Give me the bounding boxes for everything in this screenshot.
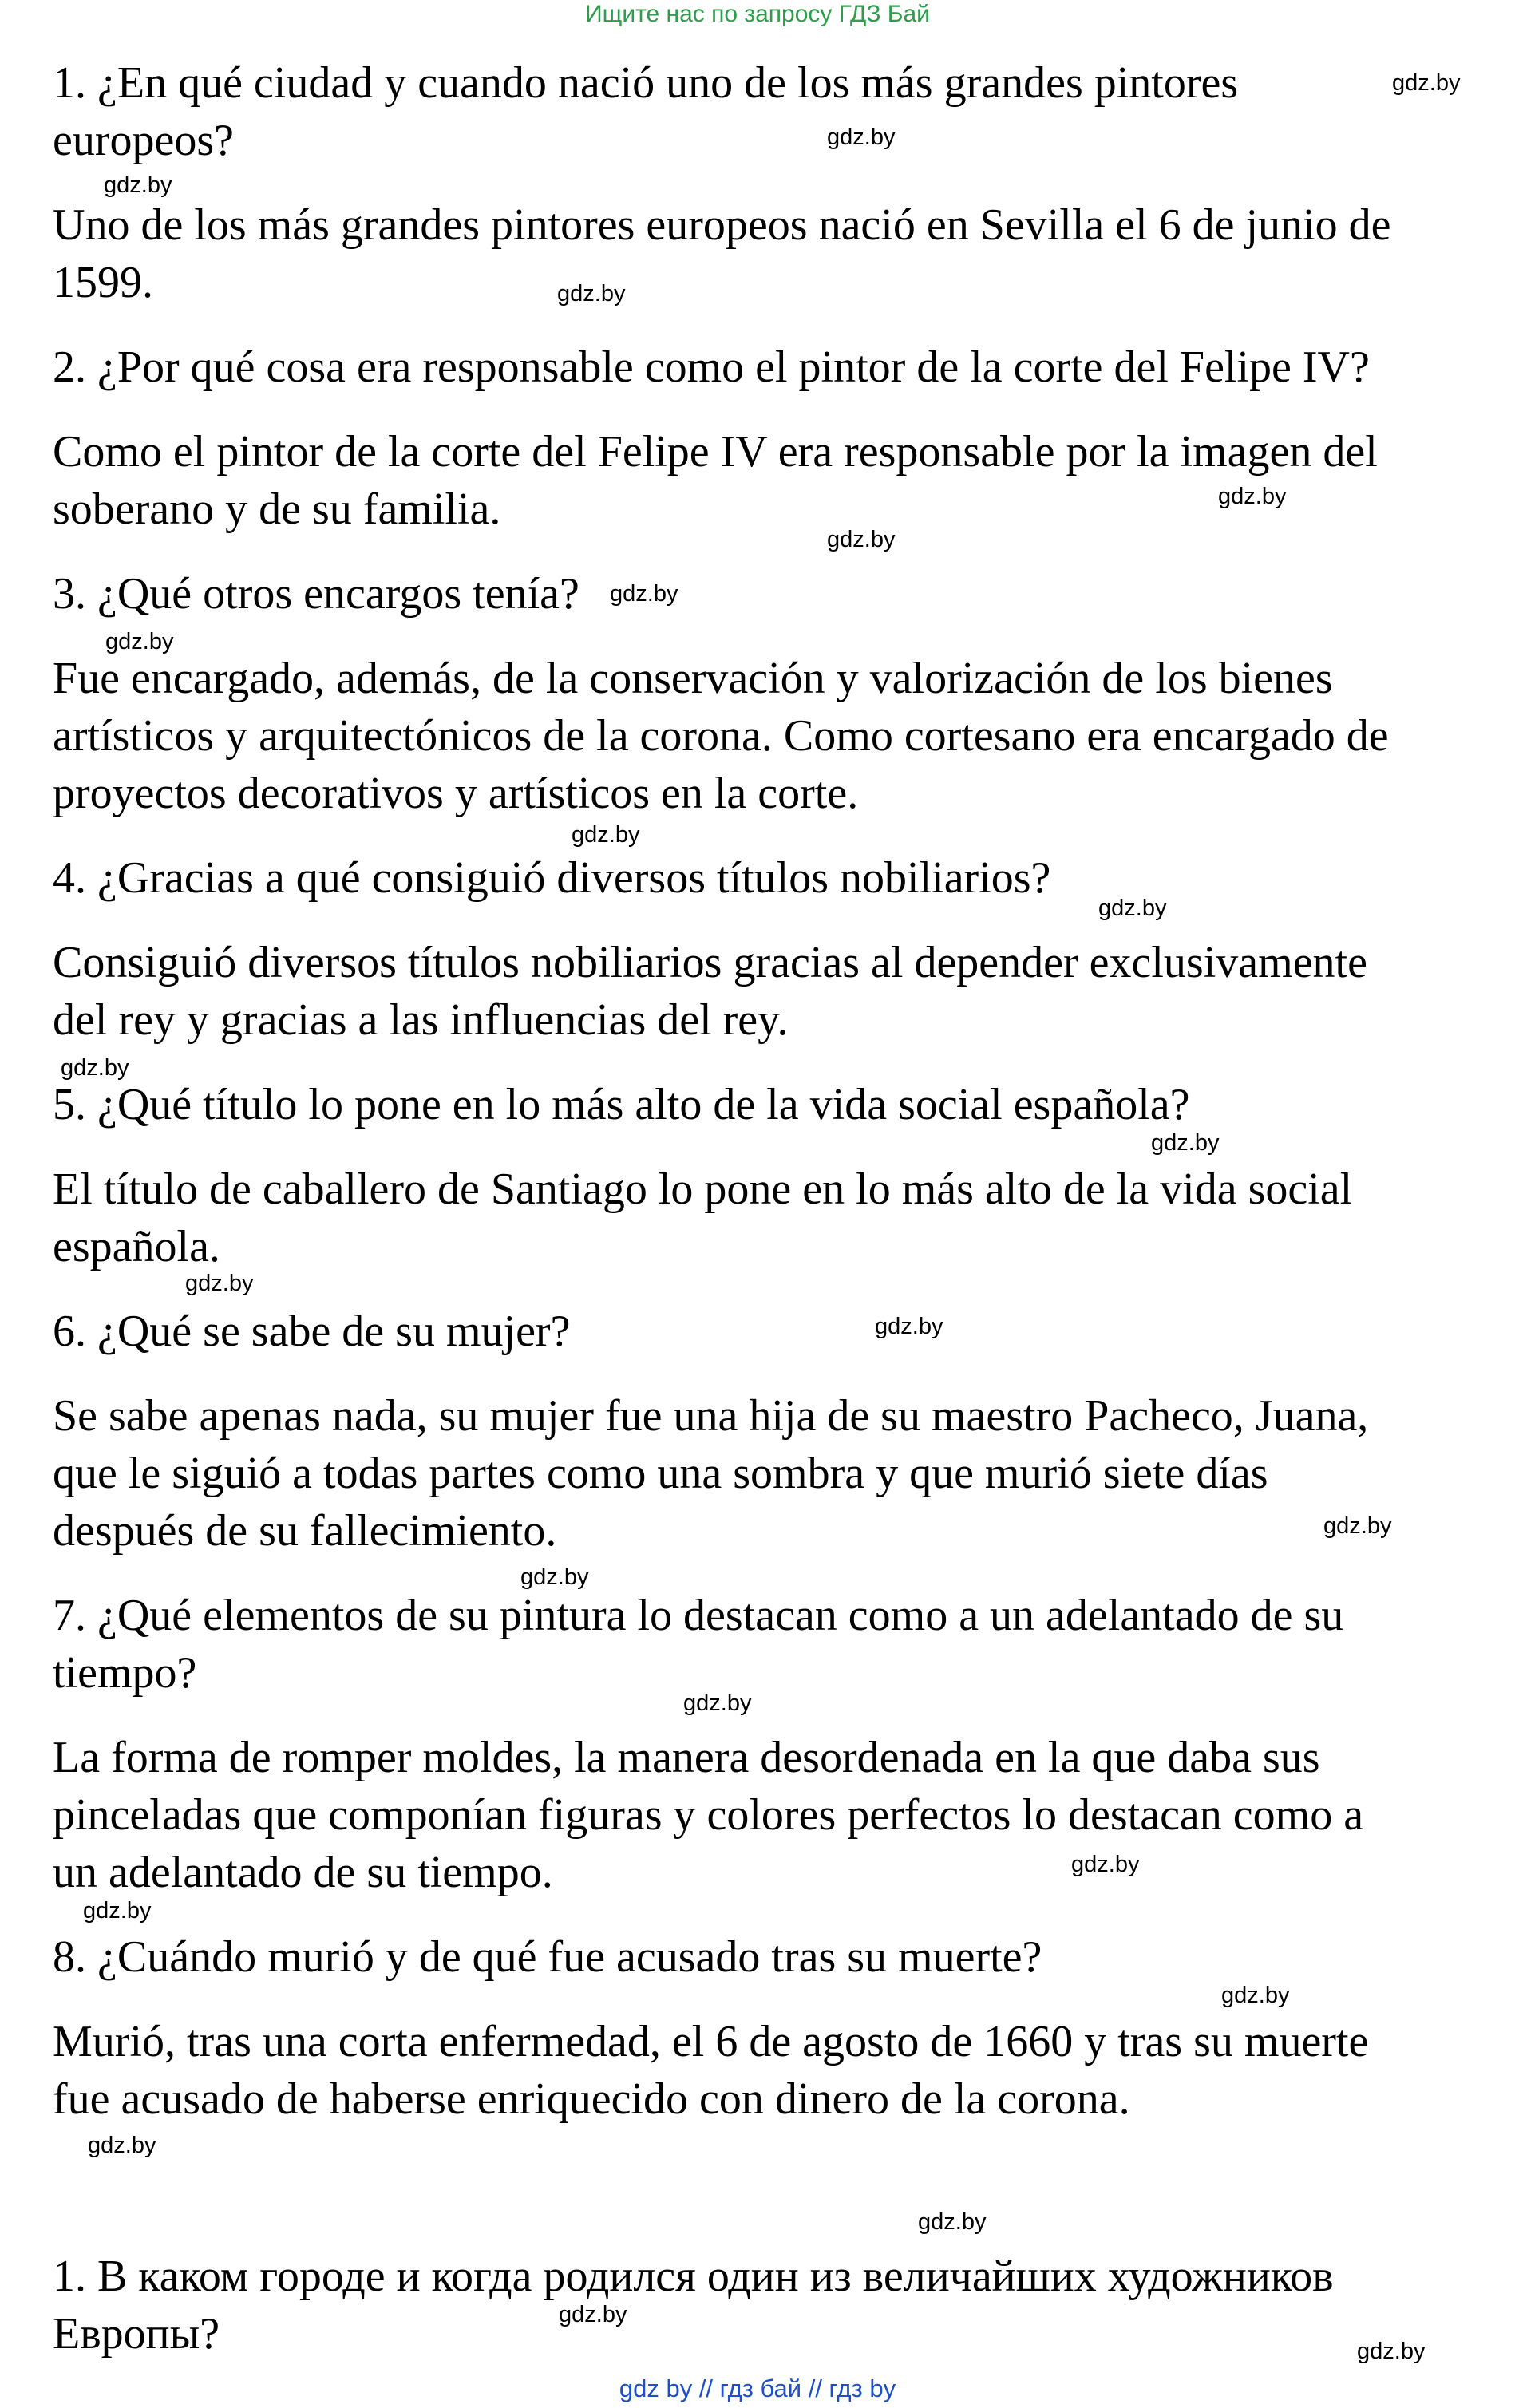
qa-item-4 [53,849,1466,1049]
answer-line: 1599. [53,258,153,307]
watermark: gdz.by [1221,1983,1290,2008]
qa-item-7 [53,1587,1466,1901]
qa-item-5 [53,1076,1466,1275]
question-line: 1. В каком городе и когда родился один из величайших художников [53,2252,1334,2301]
footer-links: gdz by // гдз бай // гдз by [619,2374,896,2402]
watermark: gdz.by [683,1690,752,1716]
watermark: gdz.by [105,629,174,654]
watermark: gdz.by [918,2209,987,2235]
question-line: 8. ¿Cuándo murió y de qué fue acusado tras su muerte? [53,1932,1042,1982]
watermark: gdz.by [827,125,896,150]
answer-line: pinceladas que componían figuras y colores perfectos lo destacan como a [53,1790,1364,1840]
answer-line: Murió, tras una corta enfermedad, el 6 de agosto de 1660 y tras su muerte [53,2017,1369,2066]
question-line: 3. ¿Qué otros encargos tenía? [53,569,579,619]
watermark: gdz.by [1098,896,1167,921]
watermark: gdz.by [610,581,678,607]
watermark: gdz.by [875,1314,943,1339]
watermark: gdz.by [83,1898,152,1924]
watermark: gdz.by [1151,1130,1220,1156]
question-line: 4. ¿Gracias a qué consiguió diversos títulos nobiliarios? [53,853,1051,903]
watermark: gdz.by [557,281,626,306]
answer-line: Consiguió diversos títulos nobiliarios gracias al depender exclusivamente [53,938,1367,987]
answer-line: Uno de los más grandes pintores europeos nació en Sevilla el 6 de junio de [53,200,1391,250]
qa-item-8 [53,1928,1466,2128]
answer-line: Fue encargado, además, de la conservación y valorización de los bienes [53,654,1333,703]
search-banner: Ищите нас по запросу ГДЗ Бай [585,1,930,27]
question-line: 7. ¿Qué elementos de su pintura lo destacan como a un adelantado de su [53,1591,1344,1640]
answer-line: Como el pintor de la corte del Felipe IV era responsable por la imagen del [53,427,1378,476]
watermark: gdz.by [572,822,640,848]
answer-line: artísticos y arquitectónicos de la corona. Como cortesano era encargado de [53,711,1389,761]
qa-item-ru-1 [53,2248,1466,2363]
answer-line: un adelantado de su tiempo. [53,1848,553,1897]
answer-line: que le siguió a todas partes como una sombra y que murió siete días [53,1449,1268,1498]
watermark: gdz.by [559,2302,627,2327]
watermark: gdz.by [185,1271,254,1296]
question-line: tiempo? [53,1648,197,1698]
question-line: europeos? [53,116,235,165]
answer-line: fue acusado de haberse enriquecido con dinero de la corona. [53,2074,1130,2124]
answer-line: del rey y gracias a las influencias del rey. [53,995,789,1045]
answer-line: La forma de romper moldes, la manera desordenada en la que daba sus [53,1733,1320,1782]
qa-item-1 [53,54,1466,311]
watermark: gdz.by [1323,1513,1392,1539]
watermark: gdz.by [1071,1852,1140,1877]
watermark: gdz.by [520,1564,589,1590]
answer-line: después de su fallecimiento. [53,1506,557,1556]
answer-line: proyectos decorativos y artísticos en la corte. [53,769,859,818]
watermark: gdz.by [1392,70,1461,96]
watermark: gdz.by [827,527,896,552]
question-line: Европы? [53,2309,220,2359]
qa-item-3 [53,565,1466,822]
answer-line: Se sabe apenas nada, su mujer fue una hija de su maestro Pacheco, Juana, [53,1391,1369,1441]
question-line: 6. ¿Qué se sabe de su mujer? [53,1307,571,1356]
answer-line: soberano y de su familia. [53,484,501,534]
watermark: gdz.by [61,1055,129,1081]
answer-line: española. [53,1222,220,1271]
question-line: 1. ¿En qué ciudad y cuando nació uno de los más grandes pintores [53,58,1239,108]
watermark: gdz.by [104,172,172,198]
question-line: 5. ¿Qué título lo pone en lo más alto de la vida social española? [53,1080,1190,1129]
qa-item-6 [53,1303,1466,1560]
question-line: 2. ¿Por qué cosa era responsable como el pintor de la corte del Felipe IV? [53,342,1370,392]
watermark: gdz.by [88,2133,156,2158]
document-body [53,54,1466,2363]
watermark: gdz.by [1357,2339,1426,2364]
answer-line: El título de caballero de Santiago lo pone en lo más alto de la vida social [53,1164,1353,1214]
watermark: gdz.by [1218,484,1287,509]
